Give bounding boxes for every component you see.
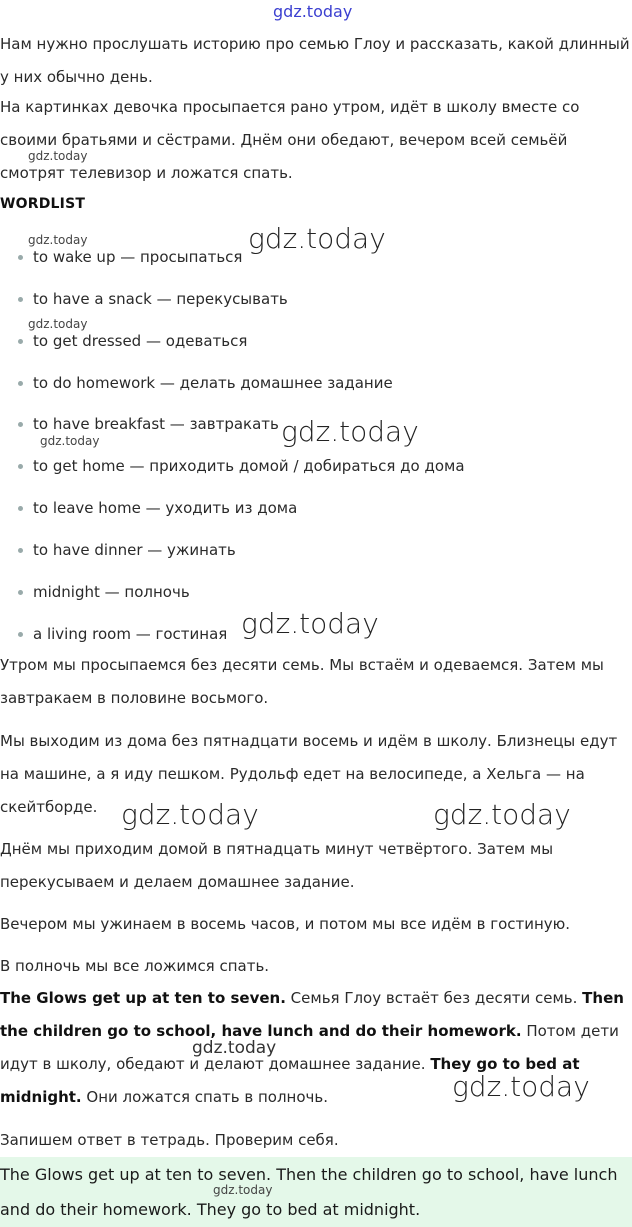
story-paragraph-4: Вечером мы ужинаем в восемь часов, и потом мы все идём в гостиную. — [0, 915, 571, 933]
watermark: gdz.today — [281, 415, 419, 448]
watermark: gdz.today — [192, 1038, 277, 1058]
watermark: gdz.today — [28, 317, 88, 331]
list-item: to have a snack — перекусывать — [18, 289, 288, 309]
intro-paragraph-1: Нам нужно прослушать историю про семью Глоу и рассказать, какой длинный у них обычно день. — [0, 35, 630, 86]
story-paragraph-3: Днём мы приходим домой в пятнадцать минут четвёртого. Затем мы перекусываем и делаем домашнее задание. — [0, 840, 554, 891]
watermark-top: gdz.today — [273, 2, 353, 21]
list-item: a living room — гостиная — [18, 624, 227, 644]
bullet-icon — [18, 548, 23, 553]
summary-text-3: Они ложатся спать в полночь. — [81, 1088, 328, 1106]
watermark: gdz.today — [121, 798, 259, 831]
story-paragraph-5: В полночь мы все ложимся спать. — [0, 957, 270, 975]
list-item: midnight — полночь — [18, 582, 190, 602]
bullet-icon — [18, 590, 23, 595]
watermark: gdz.today — [213, 1183, 273, 1197]
watermark: gdz.today — [28, 233, 88, 247]
list-item: to get home — приходить домой / добираться до дома — [18, 456, 465, 476]
intro-paragraph-2: На картинках девочка просыпается рано утром, идёт в школу вместе со своими братьями и сёстрами. Днём они обедают, вечером всей семьёй смотрят телевизор и ложатся спать. — [0, 98, 580, 182]
list-item: to do homework — делать домашнее задание — [18, 373, 393, 393]
answer-line-2: and do their homework. They go to bed at midnight. — [0, 1200, 421, 1219]
bullet-icon — [18, 464, 23, 469]
wordlist-heading: WORDLIST — [0, 196, 86, 212]
story-paragraph-1: Утром мы просыпаемся без десяти семь. Мы встаём и одеваемся. Затем мы завтракаем в половине восьмого. — [0, 656, 604, 707]
bullet-icon — [18, 506, 23, 511]
bullet-icon — [18, 422, 23, 427]
watermark: gdz.today — [40, 434, 100, 448]
bullet-icon — [18, 297, 23, 302]
bullet-icon — [18, 339, 23, 344]
bullet-icon — [18, 632, 23, 637]
bullet-icon — [18, 255, 23, 260]
summary-bold-2: Then the children go to school, have lunch and do their homework. — [0, 989, 624, 1040]
list-item: to leave home — уходить из дома — [18, 498, 297, 518]
bullet-icon — [18, 381, 23, 386]
watermark: gdz.today — [248, 222, 386, 255]
answer-box — [0, 1157, 632, 1227]
watermark: gdz.today — [433, 798, 571, 831]
answer-line-1: The Glows get up at ten to seven. Then the children go to school, have lunch — [0, 1165, 618, 1184]
watermark: gdz.today — [241, 607, 379, 640]
list-item: to have breakfast — завтракать — [18, 414, 279, 434]
summary-text-2: Потом дети идут в школу, обедают и делают домашнее задание. — [0, 1022, 619, 1073]
list-item: to have dinner — ужинать — [18, 540, 236, 560]
summary-text-1: Семья Глоу встаёт без десяти семь. — [285, 989, 583, 1007]
list-item: to wake up — просыпаться — [18, 247, 242, 267]
watermark: gdz.today — [28, 149, 88, 163]
list-item: to get dressed — одеваться — [18, 331, 247, 351]
watermark: gdz.today — [452, 1070, 590, 1103]
summary-bold-1: The Glows get up at ten to seven. — [0, 989, 286, 1007]
story-paragraph-2: Мы выходим из дома без пятнадцати восемь и идём в школу. Близнецы едут на машине, а я иду пешком. Рудольф едет на велосипеде, а Хельга — на скейтборде. — [0, 732, 618, 816]
instruction-text: Запишем ответ в тетрадь. Проверим себя. — [0, 1131, 339, 1149]
summary-bold-3: They go to bed at midnight. — [0, 1055, 580, 1106]
